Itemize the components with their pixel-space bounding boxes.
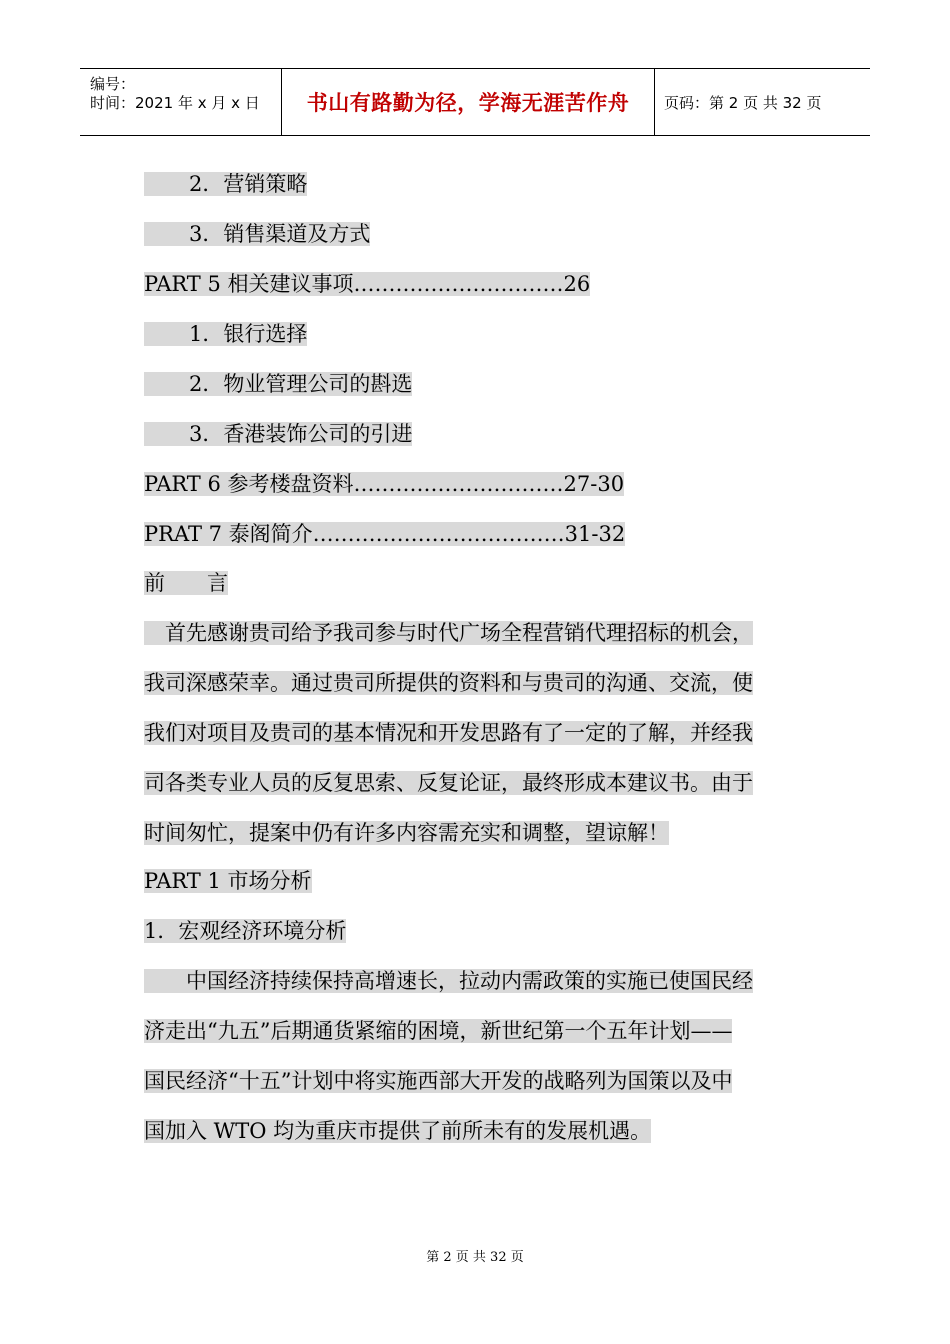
document-date-label: 时间：2021 年 x 月 x 日 [90,94,260,112]
header-meta-cell [80,69,281,135]
part1-paragraph [144,968,753,1168]
toc-item-part7: PRAT 7 泰阁简介………………………………31-32 [144,522,626,546]
toc-item-marketing-strategy: 2．营销策略 [144,171,307,198]
page-footer: 第 2 页 共 32 页 [426,1250,524,1265]
document-number-label: 编号： [90,75,136,93]
preface-heading: 前 言 [144,571,228,595]
paragraph-line: 我们对项目及贵司的基本情况和开发思路有了一定的了解，并经我 [144,721,753,745]
header-divider [654,69,655,135]
part1-subheading: 1．宏观经济环境分析 [144,919,347,943]
header-motto: 书山有路勤为径，学海无涯苦作舟 [306,91,630,115]
toc-item-bank-selection: 1．银行选择 [144,321,307,348]
part1-heading: PART 1 市场分析 [144,869,312,893]
paragraph-line: 国民经济“十五”计划中将实施西部大开发的战略列为国策以及中 [144,1069,733,1093]
paragraph-line: 我司深感荣幸。通过贵司所提供的资料和与贵司的沟通、交流，使 [144,671,753,695]
paragraph-line: 济走出“九五”后期通货紧缩的困境，新世纪第一个五年计划—— [144,1019,733,1043]
toc-item-sales-channels: 3．销售渠道及方式 [144,221,370,248]
toc-item-hk-decoration: 3．香港装饰公司的引进 [144,421,412,448]
paragraph-line: 司各类专业人员的反复思索、反复论证，最终形成本建议书。由于 [144,771,753,795]
paragraph-line: 时间匆忙，提案中仍有许多内容需充实和调整，望谅解！ [144,821,669,845]
toc-item-part5: PART 5 相关建议事项…………………………26 [144,272,591,296]
toc-item-part6: PART 6 参考楼盘资料…………………………27-30 [144,472,625,496]
toc-item-property-management: 2．物业管理公司的斟选 [144,371,412,398]
preface-paragraph [144,620,753,870]
paragraph-line: 中国经济持续保持高增速长，拉动内需政策的实施已使国民经 [144,969,753,993]
paragraph-line: 首先感谢贵司给予我司参与时代广场全程营销代理招标的机会， [144,621,753,645]
header-page-info: 页码：第 2 页 共 32 页 [664,93,822,112]
paragraph-line: 国加入 WTO 均为重庆市提供了前所未有的发展机遇。 [144,1119,652,1143]
page-header [80,68,870,136]
